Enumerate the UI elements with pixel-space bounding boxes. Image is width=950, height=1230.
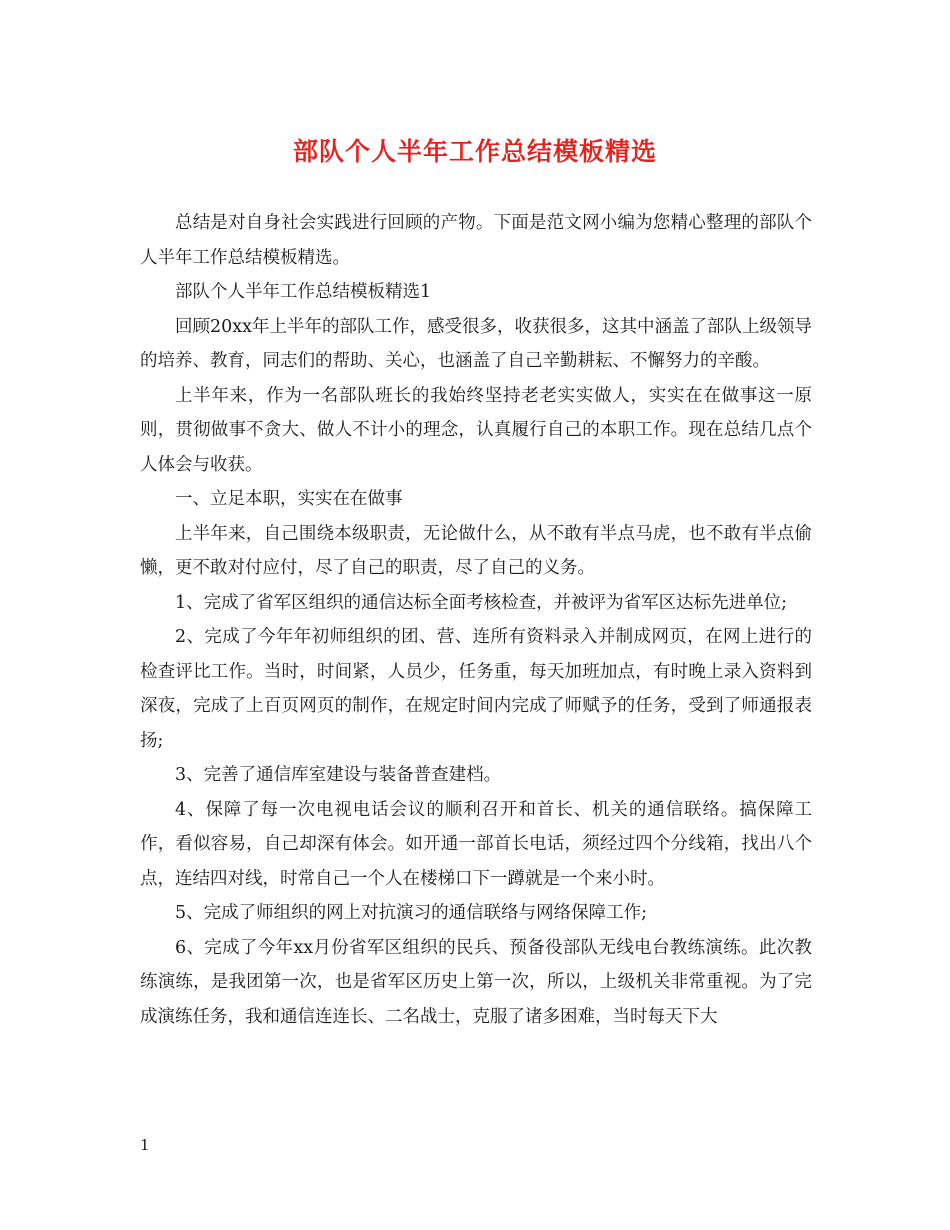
list-item: 4、保障了每一次电视电话会议的顺利召开和首长、机关的通信联络。搞保障工作，看似容易，自己却深有体会。如开通一部首长电话，须经过四个分线箱，找出八个点，连结四对线，时常自己一个人在楼梯口下一蹲就是一个来小时。	[140, 799, 812, 889]
paragraph-subheading: 部队个人半年工作总结模板精选1	[175, 282, 432, 302]
paragraph: 上半年来，作为一名部队班长的我始终坚持老老实实做人，实实在在做事这一原则，贯彻做事不贪大、做人不计小的理念，认真履行自己的本职工作。现在总结几点个人体会与收获。	[140, 385, 812, 475]
list-item: 5、完成了师组织的网上对抗演习的通信联络与网络保障工作;	[175, 903, 648, 923]
list-item: 6、完成了今年xx月份省军区组织的民兵、预备役部队无线电台教练演练。此次教练演练，是我团第一次，也是省军区历史上第一次，所以，上级机关非常重视。为了完成演练任务，我和通信连连长、二名战士，克服了诸多困难，当时每天下大	[140, 937, 812, 1027]
paragraph-section-heading: 一、立足本职，实实在在做事	[175, 489, 403, 509]
paragraph: 回顾20xx年上半年的部队工作，感受很多，收获很多，这其中涵盖了部队上级领导的培养、教育，同志们的帮助、关心，也涵盖了自己辛勤耕耘、不懈努力的辛酸。	[140, 316, 813, 371]
paragraph-intro: 总结是对自身社会实践进行回顾的产物。下面是范文网小编为您精心整理的部队个人半年工作总结模板精选。	[140, 213, 812, 268]
page-number: 1	[140, 1136, 150, 1154]
list-item: 1、完成了省军区组织的通信达标全面考核检查，并被评为省军区达标先进单位;	[175, 592, 788, 613]
document-body	[140, 206, 812, 1034]
document-title: 部队个人半年工作总结模板精选	[292, 137, 657, 166]
list-item: 3、完善了通信库室建设与装备普查建档。	[175, 765, 502, 785]
paragraph: 上半年来，自己围绕本级职责，无论做什么，从不敢有半点马虎，也不敢有半点偷懒，更不敢对付应付，尽了自己的职责，尽了自己的义务。	[140, 523, 812, 578]
list-item: 2、完成了今年年初师组织的团、营、连所有资料录入并制成网页，在网上进行的检查评比工作。当时，时间紧，人员少，任务重，每天加班加点，有时晚上录入资料到深夜，完成了上百页网页的制作，在规定时间内完成了师赋予的任务，受到了师通报表扬;	[140, 627, 812, 751]
